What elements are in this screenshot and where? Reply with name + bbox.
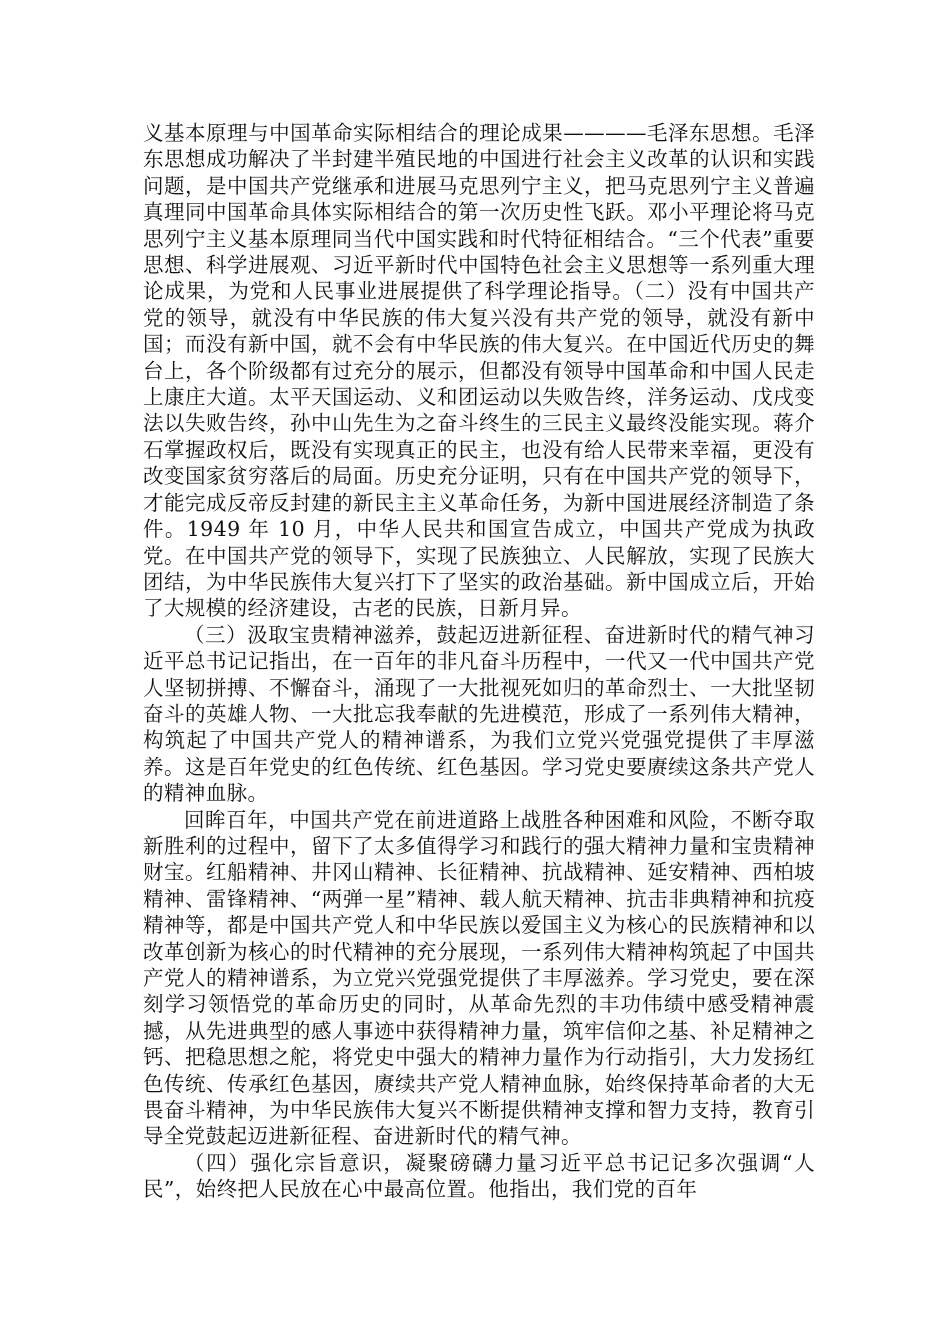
- paragraph-4: （四）强化宗旨意识，凝聚磅礴力量习近平总书记记多次强调“人民”，始终把人民放在心中最高位置。他指出，我们党的百年: [143, 1150, 815, 1202]
- paragraph-1: 义基本原理与中国革命实际相结合的理论成果————毛泽东思想。毛泽东思想成功解决了半封建半殖民地的中国进行社会主义改革的认识和实践问题，是中国共产党继承和进展马克思列宁主义，把马克思列宁主义普遍真理同中国革命具体实际相结合的第一次历史性飞跃。邓小平理论将马克思列宁主义基本原理同当代中国实践和时代特征相结合。“三个代表”重要思想、科学进展观、习近平新时代中国特色社会主义思想等一系列重大理论成果，为党和人民事业进展提供了科学理论指导。（二）没有中国共产党的领导，就没有中华民族的伟大复兴没有共产党的领导，就没有新中国；而没有新中国，就不会有中华民族的伟大复兴。在中国近代历史的舞台上，各个阶级都有过充分的展示，但都没有领导中国革命和中国人民走上康庄大道。太平天国运动、义和团运动以失败告终，洋务运动、戊戌变法以失败告终，孙中山先生为之奋斗终生的三民主义最终没能实现。蒋介石掌握政权后，既没有实现真正的民主，也没有给人民带来幸福，更没有改变国家贫穷落后的局面。历史充分证明，只有在中国共产党的领导下，才能完成反帝反封建的新民主主义革命任务，为新中国进展经济制造了条件。1949 年 10 月，中华人民共和国宣告成立，中国共产党成为执政党。在中国共产党的领导下，实现了民族独立、人民解放，实现了民族大团结，为中华民族伟大复兴打下了坚实的政治基础。新中国成立后，开始了大规模的经济建设，古老的民族，日新月异。: [143, 121, 815, 621]
- document-body: [143, 120, 815, 1203]
- paragraph-2: （三）汲取宝贵精神滋养，鼓起迈进新征程、奋进新时代的精气神习近平总书记记指出，在一百年的非凡奋斗历程中，一代又一代中国共产党人坚韧拼搏、不懈奋斗，涌现了一大批视死如归的革命烈士、一大批坚韧奋斗的英雄人物、一大批忘我奉献的先进模范，形成了一系列伟大精神，构筑起了中国共产党人的精神谱系，为我们立党兴党强党提供了丰厚滋养。这是百年党史的红色传统、红色基因。学习党史要赓续这条共产党人的精神血脉。: [143, 622, 815, 806]
- paragraph-3: 回眸百年，中国共产党在前进道路上战胜各种困难和风险，不断夺取新胜利的过程中，留下了太多值得学习和践行的强大精神力量和宝贵精神财宝。红船精神、井冈山精神、长征精神、抗战精神、延安精神、西柏坡精神、雷锋精神、“两弹一星”精神、载人航天精神、抗击非典精神和抗疫精神等，都是中国共产党人和中华民族以爱国主义为核心的民族精神和以改革创新为核心的时代精神的充分展现，一系列伟大精神构筑起了中国共产党人的精神谱系，为立党兴党强党提供了丰厚滋养。学习党史，要在深刻学习领悟党的革命历史的同时，从革命先烈的丰功伟绩中感受精神震撼，从先进典型的感人事迹中获得精神力量，筑牢信仰之基、补足精神之钙、把稳思想之舵，将党史中强大的精神力量作为行动指引，大力发扬红色传统、传承红色基因，赓续共产党人精神血脉，始终保持革命者的大无畏奋斗精神，为中华民族伟大复兴不断提供精神支撑和智力支持，教育引导全党鼓起迈进新征程、奋进新时代的精气神。: [143, 807, 815, 1149]
